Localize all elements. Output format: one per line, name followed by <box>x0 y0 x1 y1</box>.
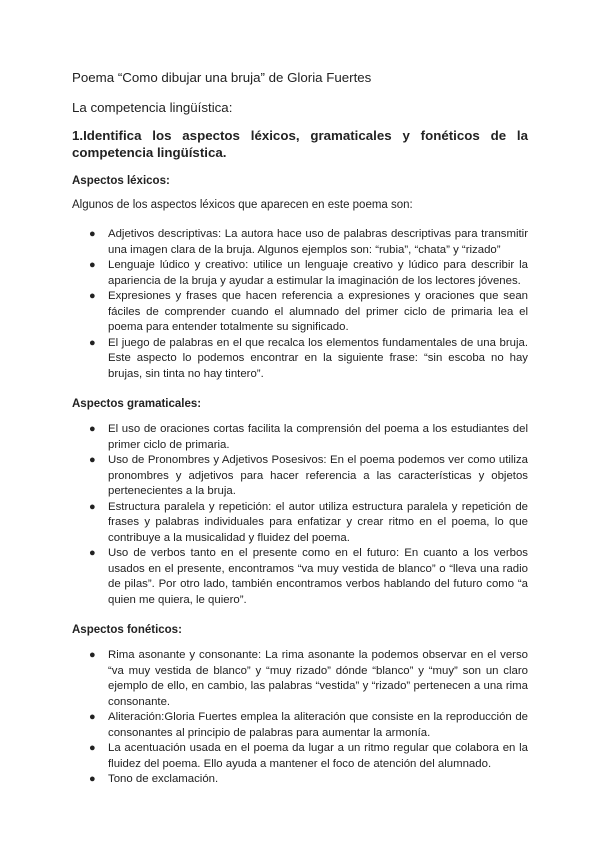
list-item-text: El juego de palabras en el que recalca los elementos fundamentales de una bruja. Este aspecto lo podemos encontrar en la siguiente frase: “sin escoba no hay brujas, sin tinta no hay tintero”. <box>108 336 528 380</box>
list-item <box>72 258 528 289</box>
bullet-icon: ● <box>89 773 96 785</box>
foneticos-heading: Aspectos fonéticos: <box>72 624 182 636</box>
list-item <box>72 336 528 383</box>
list-item-text: Estructura paralela y repetición: el autor utiliza estructura paralela y repetición de frases y palabras individuales para enfatizar y crear ritmo en el poema, lo que contribuye a la musicalidad y fluidez del poema. <box>108 500 528 544</box>
bullet-icon: ● <box>89 742 96 754</box>
lexicos-heading: Aspectos léxicos: <box>72 175 170 187</box>
list-item <box>72 710 528 741</box>
list-item <box>72 453 528 500</box>
list-item-text: Lenguaje lúdico y creativo: utilice un lenguaje creativo y lúdico para describir la apariencia de la bruja y ayudar a estimular la imaginación de los lectores jóvenes. <box>108 259 528 287</box>
gramaticales-list <box>72 422 528 608</box>
document-title: Poema “Como dibujar una bruja” de Gloria Fuertes <box>72 70 372 85</box>
question-heading: 1.Identifica los aspectos léxicos, gramaticales y fonéticos de la competencia lingüística. <box>72 128 528 160</box>
bullet-icon: ● <box>89 454 96 466</box>
list-item <box>72 289 528 336</box>
document-page <box>72 70 528 804</box>
bullet-icon: ● <box>89 423 96 435</box>
foneticos-list <box>72 648 528 788</box>
list-item-text: Uso de verbos tanto en el presente como en el futuro: En cuanto a los verbos usados en el presente, encontramos “va muy vestida de blanco” o “lleva una radio de pilas”. Por otro lado, también encontramos verbos hablando del futuro como “a quien me quiera, le quiero”. <box>108 547 528 606</box>
bullet-icon: ● <box>89 336 96 349</box>
bullet-icon: ● <box>89 547 96 559</box>
lexicos-intro: Algunos de los aspectos léxicos que aparecen en este poema son: <box>72 199 413 211</box>
list-item <box>72 500 528 547</box>
list-item-text: Expresiones y frases que hacen referencia a expresiones y oraciones que sean fáciles de comprender cuando el alumnado del primer ciclo de primaria lea el poema para entender totalmente su significado. <box>108 290 528 333</box>
list-item-text: Tono de exclamación. <box>108 773 219 785</box>
list-item <box>72 227 528 258</box>
gramaticales-heading: Aspectos gramaticales: <box>72 398 202 410</box>
lexicos-list <box>72 227 528 382</box>
list-item <box>72 648 528 710</box>
bullet-icon: ● <box>89 500 96 513</box>
list-item-text: El uso de oraciones cortas facilita la comprensión del poema a los estudiantes del primer ciclo de primaria. <box>108 423 528 451</box>
list-item <box>72 772 528 788</box>
list-item <box>72 741 528 772</box>
list-item-text: Uso de Pronombres y Adjetivos Posesivos: En el poema podemos ver como utiliza pronombres y adjetivos para hacer referencia a las características y objetos pertenecientes a la bruja. <box>108 454 528 497</box>
bullet-icon: ● <box>89 290 96 302</box>
list-item <box>72 422 528 453</box>
list-item <box>72 546 528 608</box>
bullet-icon: ● <box>89 711 96 723</box>
list-item-text: Rima asonante y consonante: La rima asonante la podemos observar en el verso “va muy vestida de blanco” y “muy rizado” dónde “blanco” y “muy” son un claro ejemplo de ello, en cambio, las palabras “vestida” y “rizado” pertenecen a una rima consonante. <box>108 649 528 708</box>
bullet-icon: ● <box>89 259 96 271</box>
list-item-text: Adjetivos descriptivas: La autora hace uso de palabras descriptivas para transmitir una imagen clara de la bruja. Algunos ejemplos son: “rubia”, “chata” y “rizado” <box>108 228 528 256</box>
section-subtitle: La competencia lingüística: <box>72 100 233 115</box>
list-item-text: Aliteración:Gloria Fuertes emplea la aliteración que consiste en la reproducción de consonantes al principio de palabras para aumentar la armonía. <box>108 711 528 739</box>
bullet-icon: ● <box>89 228 96 240</box>
bullet-icon: ● <box>89 649 96 661</box>
list-item-text: La acentuación usada en el poema da lugar a un ritmo regular que colabora en la fluidez del poema. Ello ayuda a mantener el foco de atención del alumnado. <box>108 742 528 770</box>
